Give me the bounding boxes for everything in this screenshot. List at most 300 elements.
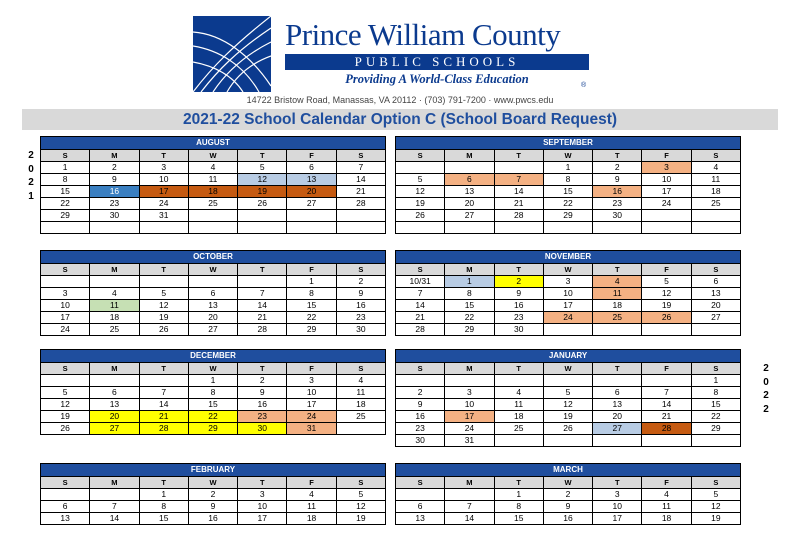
day-cell: 12 (238, 174, 287, 186)
weekday-header: T (139, 477, 188, 489)
day-cell: 10 (238, 501, 287, 513)
day-cell: 4 (642, 489, 691, 501)
day-cell: 19 (691, 513, 740, 525)
day-cell: 30 (396, 435, 445, 447)
weekday-header: F (287, 264, 336, 276)
day-cell: 13 (396, 513, 445, 525)
day-cell: 30 (238, 423, 287, 435)
day-cell: 29 (691, 423, 740, 435)
day-cell: 18 (287, 513, 336, 525)
day-cell: 27 (691, 312, 740, 324)
week-row (41, 423, 386, 435)
day-cell: 22 (287, 312, 336, 324)
day-cell (90, 489, 139, 501)
day-cell: 11 (188, 174, 237, 186)
week-row (41, 399, 386, 411)
day-cell: 26 (41, 423, 90, 435)
day-cell: 19 (396, 198, 445, 210)
week-row (396, 174, 741, 186)
day-cell: 3 (287, 375, 336, 387)
day-cell: 5 (336, 489, 385, 501)
day-cell (188, 276, 237, 288)
day-cell: 16 (593, 186, 642, 198)
weekday-header: S (396, 264, 445, 276)
day-cell (593, 435, 642, 447)
day-cell: 8 (494, 501, 543, 513)
day-cell: 21 (336, 186, 385, 198)
week-row (396, 222, 741, 234)
org-name: Prince William County (285, 17, 561, 52)
day-cell: 16 (396, 411, 445, 423)
day-cell: 22 (188, 411, 237, 423)
weekday-header: S (336, 264, 385, 276)
weekday-header: M (445, 363, 494, 375)
day-cell: 4 (494, 387, 543, 399)
weekday-header: S (41, 264, 90, 276)
week-row (41, 312, 386, 324)
day-cell: 1 (494, 489, 543, 501)
day-cell: 13 (445, 186, 494, 198)
day-cell: 13 (90, 399, 139, 411)
day-cell: 19 (238, 186, 287, 198)
day-cell: 7 (90, 501, 139, 513)
day-cell: 31 (445, 435, 494, 447)
day-cell: 29 (287, 324, 336, 336)
day-cell (188, 210, 237, 222)
week-row (396, 501, 741, 513)
weekday-header: S (41, 150, 90, 162)
day-cell: 9 (90, 174, 139, 186)
day-cell: 1 (41, 162, 90, 174)
day-cell: 10 (543, 288, 592, 300)
year-label-2022 (761, 362, 771, 416)
weekday-header: T (593, 264, 642, 276)
day-cell: 8 (188, 387, 237, 399)
weekday-header: S (336, 477, 385, 489)
day-cell: 14 (494, 186, 543, 198)
day-cell: 3 (593, 489, 642, 501)
weekday-header: M (445, 264, 494, 276)
weekday-header: F (642, 477, 691, 489)
day-cell: 6 (41, 501, 90, 513)
weekday-header: M (90, 477, 139, 489)
day-cell: 28 (642, 423, 691, 435)
day-cell: 31 (139, 210, 188, 222)
day-cell (494, 435, 543, 447)
day-cell: 18 (494, 411, 543, 423)
day-cell: 2 (593, 162, 642, 174)
day-cell: 28 (139, 423, 188, 435)
weekday-header: S (691, 477, 740, 489)
weekday-header: T (593, 363, 642, 375)
day-cell: 9 (543, 501, 592, 513)
day-cell (238, 276, 287, 288)
week-row (396, 210, 741, 222)
day-cell: 29 (41, 210, 90, 222)
day-cell: 3 (642, 162, 691, 174)
day-cell: 9 (336, 288, 385, 300)
day-cell: 21 (494, 198, 543, 210)
calendar-title: 2021-22 School Calendar Option C (School Board Request) (22, 109, 778, 130)
day-cell: 5 (41, 387, 90, 399)
day-cell: 8 (287, 288, 336, 300)
day-cell: 17 (287, 399, 336, 411)
day-cell: 17 (543, 300, 592, 312)
day-cell: 5 (238, 162, 287, 174)
day-cell (445, 222, 494, 234)
day-cell: 16 (494, 300, 543, 312)
day-cell: 2 (90, 162, 139, 174)
weekday-header: F (287, 150, 336, 162)
day-cell: 27 (188, 324, 237, 336)
weekday-header: S (396, 477, 445, 489)
day-cell: 29 (188, 423, 237, 435)
weekday-header: T (238, 150, 287, 162)
day-cell (238, 210, 287, 222)
day-cell (336, 222, 385, 234)
day-cell: 17 (642, 186, 691, 198)
day-cell: 27 (593, 423, 642, 435)
weekday-header: T (593, 477, 642, 489)
day-cell: 22 (543, 198, 592, 210)
day-cell: 23 (238, 411, 287, 423)
day-cell: 23 (494, 312, 543, 324)
weekday-header: W (188, 477, 237, 489)
day-cell: 6 (287, 162, 336, 174)
day-cell: 18 (593, 300, 642, 312)
week-row (396, 375, 741, 387)
day-cell (188, 222, 237, 234)
day-cell: 2 (494, 276, 543, 288)
day-cell: 11 (593, 288, 642, 300)
month-august (40, 136, 386, 234)
week-row (396, 513, 741, 525)
day-cell: 9 (238, 387, 287, 399)
day-cell: 26 (238, 198, 287, 210)
day-cell: 10 (593, 501, 642, 513)
day-cell: 18 (188, 186, 237, 198)
week-row (396, 198, 741, 210)
weekday-header: W (543, 264, 592, 276)
day-cell (642, 324, 691, 336)
weekday-header: M (90, 264, 139, 276)
week-row (396, 324, 741, 336)
day-cell: 11 (90, 300, 139, 312)
day-cell: 4 (188, 162, 237, 174)
day-cell: 20 (593, 411, 642, 423)
day-cell: 17 (593, 513, 642, 525)
day-cell (41, 222, 90, 234)
org-subtitle: PUBLIC SCHOOLS (285, 54, 589, 70)
weekday-header: S (396, 363, 445, 375)
day-cell: 1 (543, 162, 592, 174)
day-cell (336, 210, 385, 222)
day-cell (642, 222, 691, 234)
week-row (396, 276, 741, 288)
day-cell (543, 375, 592, 387)
day-cell: 21 (642, 411, 691, 423)
day-cell: 20 (188, 312, 237, 324)
day-cell (90, 276, 139, 288)
weekday-header: F (642, 150, 691, 162)
day-cell: 24 (139, 198, 188, 210)
pwcs-logo (193, 16, 595, 92)
day-cell: 3 (543, 276, 592, 288)
day-cell: 7 (238, 288, 287, 300)
day-cell: 1 (445, 276, 494, 288)
day-cell: 13 (188, 300, 237, 312)
year-digit: 2 (28, 177, 34, 188)
weekday-header: T (238, 264, 287, 276)
month-title: JANUARY (395, 349, 741, 362)
weekday-header: F (642, 264, 691, 276)
day-cell: 27 (90, 423, 139, 435)
week-row (41, 513, 386, 525)
weekday-header: T (494, 363, 543, 375)
day-cell: 25 (336, 411, 385, 423)
day-cell: 25 (90, 324, 139, 336)
day-cell (238, 222, 287, 234)
year-digit: 0 (28, 163, 34, 175)
day-cell (642, 210, 691, 222)
day-cell (90, 222, 139, 234)
day-cell: 6 (396, 501, 445, 513)
day-cell: 30 (593, 210, 642, 222)
week-row (41, 186, 386, 198)
weekday-header: W (188, 363, 237, 375)
day-cell (494, 375, 543, 387)
week-row (396, 186, 741, 198)
day-cell: 20 (445, 198, 494, 210)
day-cell: 28 (396, 324, 445, 336)
month-march (395, 463, 741, 525)
month-title: NOVEMBER (395, 250, 741, 263)
day-cell: 20 (90, 411, 139, 423)
weekday-header: W (188, 150, 237, 162)
weekday-header: M (445, 477, 494, 489)
day-cell: 4 (593, 276, 642, 288)
week-row (41, 324, 386, 336)
day-cell: 6 (593, 387, 642, 399)
weekday-header: T (494, 150, 543, 162)
day-cell: 12 (41, 399, 90, 411)
day-cell: 7 (445, 501, 494, 513)
day-cell: 16 (336, 300, 385, 312)
day-cell: 30 (494, 324, 543, 336)
weekday-header: S (396, 150, 445, 162)
registered-mark: ® (581, 82, 587, 89)
day-cell: 13 (593, 399, 642, 411)
tagline: Providing A World-Class Education (345, 72, 529, 86)
week-row (396, 399, 741, 411)
day-cell: 12 (642, 288, 691, 300)
day-cell: 2 (543, 489, 592, 501)
day-cell: 8 (41, 174, 90, 186)
day-cell: 7 (139, 387, 188, 399)
day-cell (642, 375, 691, 387)
weekday-header: S (691, 264, 740, 276)
weekday-header: S (336, 150, 385, 162)
week-row (41, 288, 386, 300)
weekday-header: S (691, 150, 740, 162)
weekday-header: T (238, 363, 287, 375)
day-cell: 4 (90, 288, 139, 300)
day-cell: 31 (287, 423, 336, 435)
day-cell: 29 (543, 210, 592, 222)
day-cell: 15 (445, 300, 494, 312)
day-cell: 1 (287, 276, 336, 288)
weekday-header: S (41, 477, 90, 489)
weekday-header: S (691, 363, 740, 375)
week-row (396, 312, 741, 324)
month-december (40, 349, 386, 435)
day-cell (494, 222, 543, 234)
day-cell: 11 (642, 501, 691, 513)
week-row (41, 174, 386, 186)
day-cell (139, 375, 188, 387)
day-cell: 5 (691, 489, 740, 501)
month-january (395, 349, 741, 447)
day-cell (445, 489, 494, 501)
day-cell: 18 (90, 312, 139, 324)
day-cell: 29 (445, 324, 494, 336)
day-cell: 30 (336, 324, 385, 336)
day-cell: 28 (336, 198, 385, 210)
day-cell: 14 (90, 513, 139, 525)
day-cell: 25 (593, 312, 642, 324)
day-cell: 20 (691, 300, 740, 312)
week-row (396, 387, 741, 399)
day-cell: 23 (593, 198, 642, 210)
month-title: OCTOBER (40, 250, 386, 263)
day-cell: 26 (543, 423, 592, 435)
year-digit: 2 (763, 363, 769, 374)
month-november (395, 250, 741, 336)
day-cell (41, 276, 90, 288)
day-cell (543, 324, 592, 336)
day-cell: 20 (287, 186, 336, 198)
day-cell: 19 (642, 300, 691, 312)
day-cell: 14 (139, 399, 188, 411)
day-cell: 5 (396, 174, 445, 186)
day-cell: 24 (543, 312, 592, 324)
day-cell: 25 (494, 423, 543, 435)
day-cell: 19 (336, 513, 385, 525)
day-cell: 12 (396, 186, 445, 198)
day-cell (593, 222, 642, 234)
weekday-header: T (494, 477, 543, 489)
day-cell: 10 (287, 387, 336, 399)
day-cell (396, 162, 445, 174)
day-cell: 21 (396, 312, 445, 324)
day-cell: 11 (336, 387, 385, 399)
year-digit: 2 (763, 390, 769, 401)
weekday-header: S (41, 363, 90, 375)
day-cell: 2 (238, 375, 287, 387)
day-cell: 8 (139, 501, 188, 513)
day-cell: 15 (41, 186, 90, 198)
day-cell (593, 324, 642, 336)
day-cell: 3 (445, 387, 494, 399)
week-row (41, 210, 386, 222)
day-cell: 28 (238, 324, 287, 336)
day-cell: 18 (691, 186, 740, 198)
weekday-header: W (543, 477, 592, 489)
weekday-header: T (139, 264, 188, 276)
day-cell: 10 (41, 300, 90, 312)
day-cell: 6 (445, 174, 494, 186)
day-cell: 5 (543, 387, 592, 399)
day-cell (445, 162, 494, 174)
day-cell: 26 (396, 210, 445, 222)
year-digit: 2 (763, 403, 769, 415)
day-cell (691, 210, 740, 222)
globe-logo-icon (193, 16, 271, 92)
day-cell: 30 (90, 210, 139, 222)
week-row (41, 501, 386, 513)
day-cell: 27 (445, 210, 494, 222)
day-cell: 27 (287, 198, 336, 210)
week-row (41, 387, 386, 399)
address-line: 14722 Bristow Road, Manassas, VA 20112 · (703) 791-7200 · www.pwcs.edu (246, 95, 554, 105)
day-cell: 6 (90, 387, 139, 399)
day-cell: 11 (691, 174, 740, 186)
day-cell (691, 222, 740, 234)
day-cell: 21 (139, 411, 188, 423)
week-row (41, 222, 386, 234)
day-cell: 8 (445, 288, 494, 300)
day-cell: 23 (396, 423, 445, 435)
day-cell (90, 375, 139, 387)
day-cell: 8 (543, 174, 592, 186)
day-cell: 25 (691, 198, 740, 210)
day-cell: 7 (396, 288, 445, 300)
weekday-header: T (593, 150, 642, 162)
day-cell: 21 (238, 312, 287, 324)
day-cell (396, 489, 445, 501)
weekday-header: W (188, 264, 237, 276)
day-cell: 11 (287, 501, 336, 513)
week-row (396, 162, 741, 174)
week-row (396, 300, 741, 312)
day-cell: 16 (90, 186, 139, 198)
day-cell: 9 (396, 399, 445, 411)
day-cell: 16 (238, 399, 287, 411)
weekday-header: F (287, 363, 336, 375)
day-cell: 4 (287, 489, 336, 501)
day-cell: 22 (691, 411, 740, 423)
day-cell: 19 (41, 411, 90, 423)
day-cell: 17 (238, 513, 287, 525)
day-cell (691, 435, 740, 447)
week-row (41, 489, 386, 501)
day-cell: 2 (396, 387, 445, 399)
week-row (396, 423, 741, 435)
day-cell: 7 (642, 387, 691, 399)
day-cell: 13 (41, 513, 90, 525)
weekday-header: F (642, 363, 691, 375)
day-cell: 22 (41, 198, 90, 210)
weekday-header: T (139, 150, 188, 162)
day-cell: 9 (593, 174, 642, 186)
day-cell: 6 (691, 276, 740, 288)
month-title: MARCH (395, 463, 741, 476)
day-cell: 15 (139, 513, 188, 525)
year-digit: 2 (28, 150, 34, 161)
day-cell (691, 324, 740, 336)
day-cell (287, 222, 336, 234)
day-cell: 4 (691, 162, 740, 174)
